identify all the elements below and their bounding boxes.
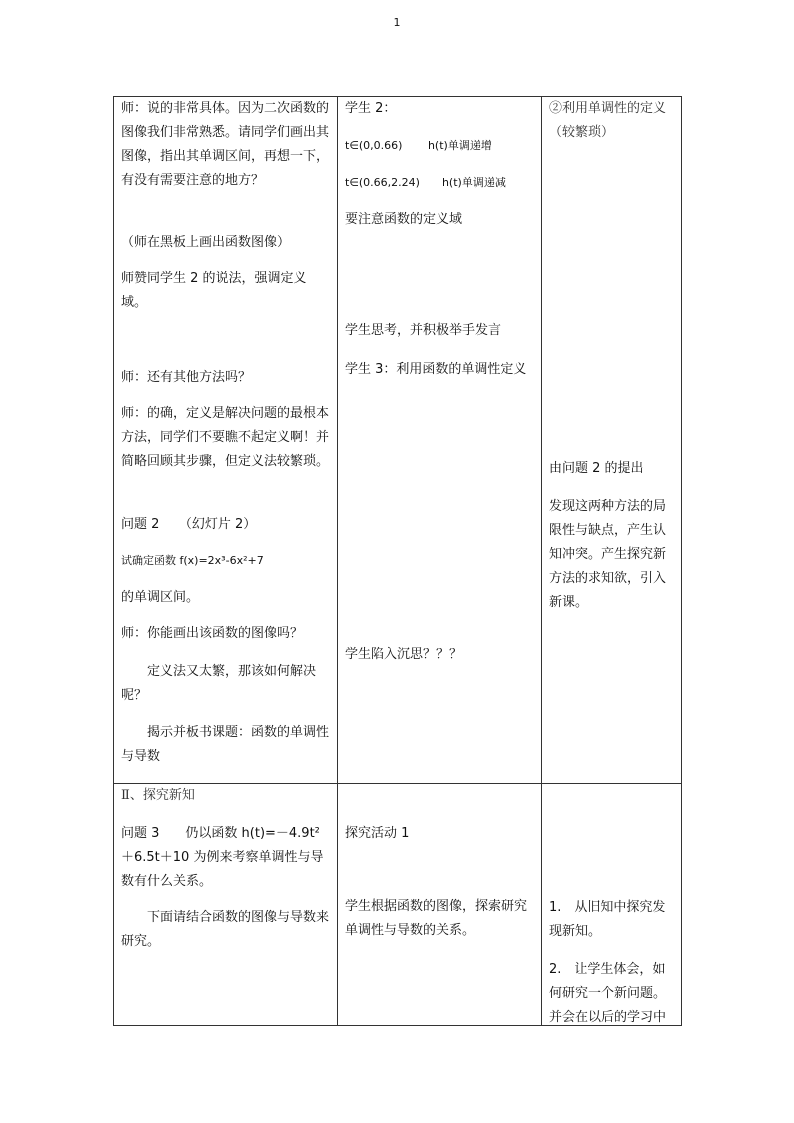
student-text: 学生陷入沉思？？？ xyxy=(345,647,463,662)
activity-label: 探究活动 1 xyxy=(345,826,410,841)
teacher-text: 试确定函数 f(x)=2x³-6x²+7 xyxy=(121,554,264,567)
student-text: 要注意函数的定义域 xyxy=(345,212,463,227)
student-text: t∈(0,0.66) h(t)单调递增 xyxy=(345,139,492,152)
student-text: 学生 2： xyxy=(345,101,397,116)
teacher-text: 师：说的非常具体。因为二次函数的图像我们非常熟悉。请同学们画出其图像，指出其单调区间，再想一下，有没有需要注意的地方？ xyxy=(121,101,330,188)
design-intent-cell xyxy=(542,784,682,1026)
teacher-text: 师：还有其他方法吗？ xyxy=(121,370,252,385)
question-3-text: 问题 3 仍以函数 h(t)=－4.9t²＋6.5t＋10 为例来考察单调性与导数有什么关系。 xyxy=(121,826,324,889)
teacher-text: 的单调区间。 xyxy=(121,590,200,605)
section-heading: Ⅱ、探究新知 xyxy=(121,788,195,803)
table-row xyxy=(114,97,682,784)
teacher-text: 师：的确，定义是解决问题的最根本方法，同学们不要瞧不起定义啊！并简略回顾其步骤，但定义法较繁琐。 xyxy=(121,406,330,469)
table-row xyxy=(114,784,682,1026)
question-2-label: 问题 2 （幻灯片 2） xyxy=(121,517,257,532)
lesson-plan-table xyxy=(113,96,682,1026)
teacher-text: 定义法又太繁，那该如何解决呢？ xyxy=(121,664,317,703)
teacher-activity-cell xyxy=(114,97,338,784)
page-number: 1 xyxy=(393,16,401,29)
student-text: 学生 3：利用函数的单调性定义 xyxy=(345,362,527,377)
intent-text: 2. 让学生体会，如何研究一个新问题。并会在以后的学习中 xyxy=(549,962,667,1025)
student-activity-cell xyxy=(338,97,542,784)
intent-text: ②利用单调性的定义（较繁琐） xyxy=(549,101,667,140)
teacher-text: 下面请结合函数的图像与导数来研究。 xyxy=(121,910,330,949)
intent-text: 由问题 2 的提出 xyxy=(549,461,644,476)
teacher-text: 师赞同学生 2 的说法，强调定义域。 xyxy=(121,271,307,310)
design-intent-cell xyxy=(542,97,682,784)
student-text: 学生根据函数的图像，探索研究单调性与导数的关系。 xyxy=(345,899,528,938)
student-text: 学生思考，并积极举手发言 xyxy=(345,323,502,338)
teacher-activity-cell xyxy=(114,784,338,1026)
student-activity-cell xyxy=(338,784,542,1026)
lesson-topic: 揭示并板书课题：函数的单调性与导数 xyxy=(121,725,330,764)
teacher-text: 师：你能画出该函数的图像吗？ xyxy=(121,626,304,641)
intent-text: 1. 从旧知中探究发现新知。 xyxy=(549,900,666,939)
intent-text: 发现这两种方法的局限性与缺点，产生认知冲突。产生探究新方法的求知欲，引入新课。 xyxy=(549,499,667,610)
teacher-text: （师在黑板上画出函数图像） xyxy=(121,235,291,250)
student-text: t∈(0.66,2.24) h(t)单调递减 xyxy=(345,176,506,189)
